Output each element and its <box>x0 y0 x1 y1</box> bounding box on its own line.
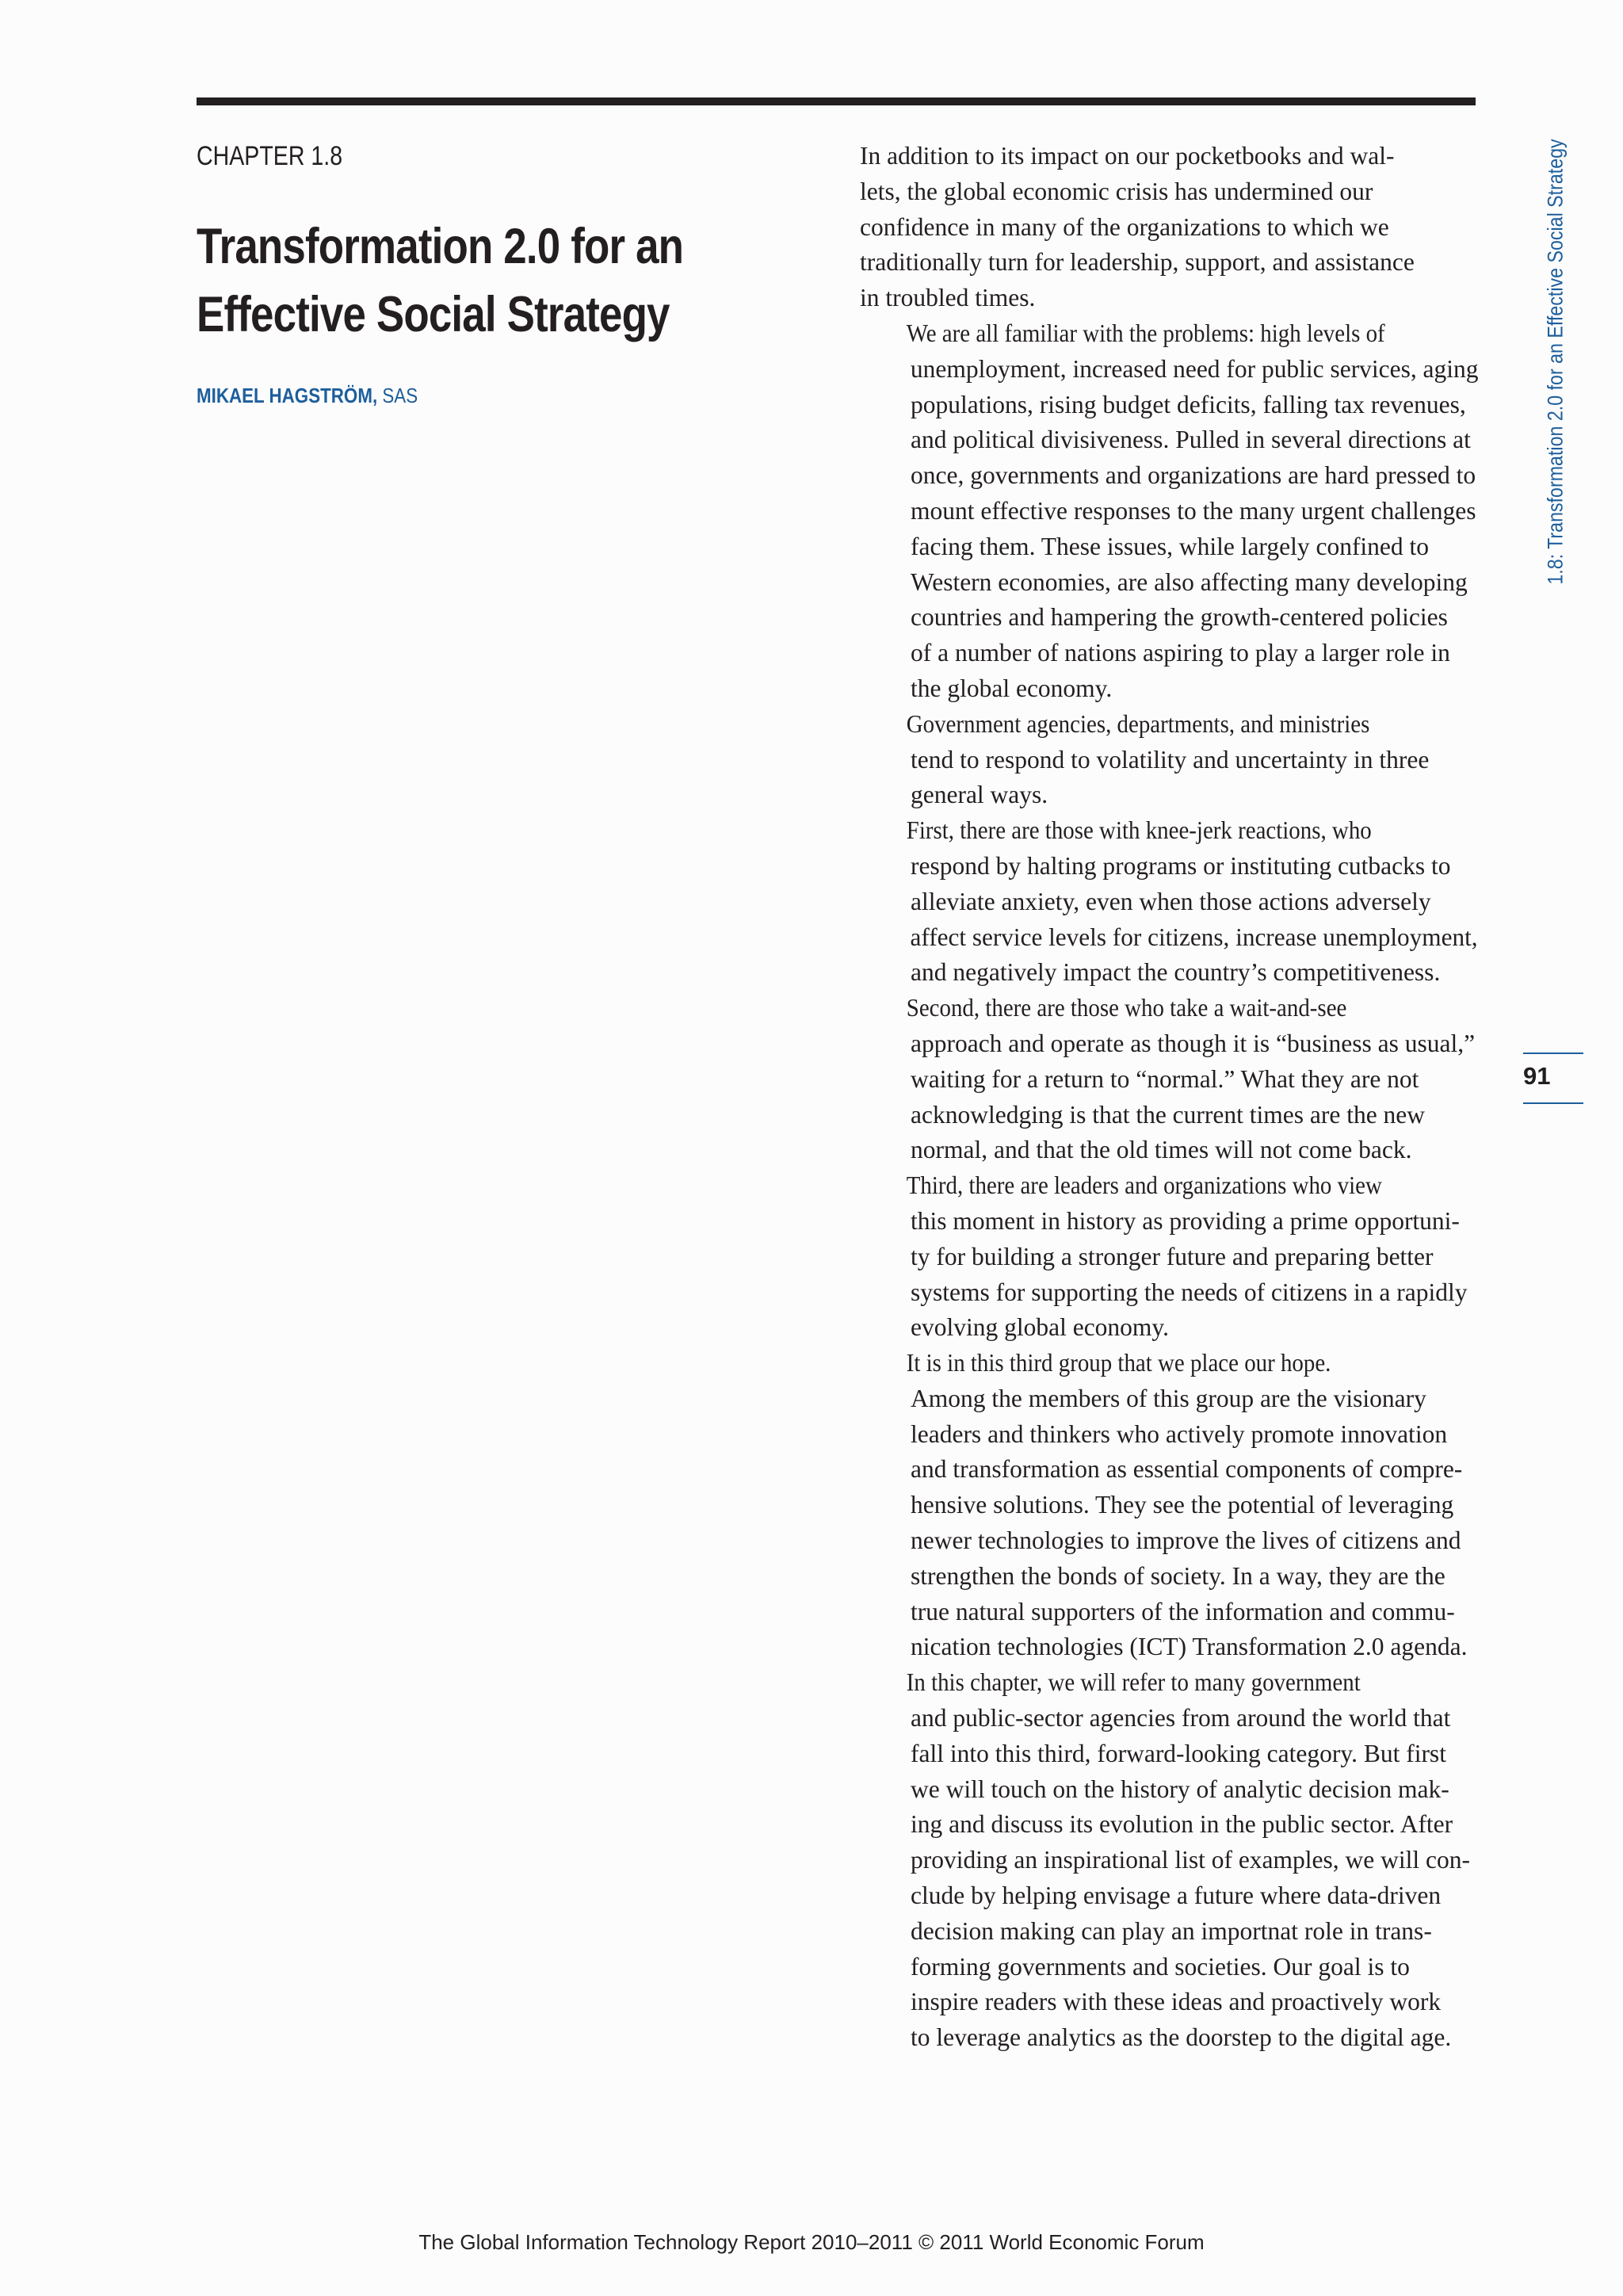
body-line: inspire readers with these ideas and proactively work <box>911 1988 1442 2016</box>
top-rule <box>197 97 1476 105</box>
body-line: newer technologies to improve the lives of citizens and <box>911 1526 1461 1555</box>
body-line: once, governments and organizations are hard pressed to <box>911 461 1476 490</box>
body-line: First, there are those with knee-jerk reactions, who <box>906 816 1372 845</box>
body-line: this moment in history as providing a prime opportuni- <box>911 1206 1460 1235</box>
body-line: We are all familiar with the problems: high levels of <box>906 319 1385 347</box>
body-line: of a number of nations aspiring to play a larger role in <box>911 639 1450 667</box>
byline <box>197 384 418 408</box>
body-line: Government agencies, departments, and ministries <box>906 709 1370 738</box>
chapter-title-line: Effective Social Strategy <box>197 287 670 342</box>
running-head <box>1520 96 1591 651</box>
body-line: the global economy. <box>911 674 1113 702</box>
body-line: mount effective responses to the many urgent challenges <box>911 496 1476 525</box>
body-line: true natural supporters of the information and commu- <box>911 1597 1455 1626</box>
page-number-rule-top <box>1523 1052 1583 1054</box>
body-line: tend to respond to volatility and uncertainty in three <box>911 745 1430 774</box>
body-line: countries and hampering the growth-centered policies <box>911 603 1448 632</box>
body-line: clude by helping envisage a future where data-driven <box>911 1881 1442 1910</box>
body-line: affect service levels for citizens, increase unemployment, <box>910 923 1478 951</box>
body-line: acknowledging is that the current times are the new <box>911 1100 1426 1129</box>
body-line: Second, there are those who take a wait-and-see <box>906 994 1347 1022</box>
body-paragraph <box>860 813 1478 991</box>
body-line: respond by halting programs or instituting cutbacks to <box>911 851 1451 880</box>
body-line: leaders and thinkers who actively promote innovation <box>911 1419 1448 1448</box>
body-paragraph <box>860 991 1478 1168</box>
body-line: forming governments and societies. Our goal is to <box>911 1952 1410 1981</box>
body-line: decision making can play an importnat role in trans- <box>911 1916 1432 1945</box>
author-name: MIKAEL HAGSTRÖM, <box>197 384 378 407</box>
chapter-label: CHAPTER 1.8 <box>197 141 343 171</box>
author-affiliation: SAS <box>377 384 418 407</box>
body-line: unemployment, increased need for public services, aging <box>910 354 1479 383</box>
body-line: In this chapter, we will refer to many government <box>906 1668 1361 1697</box>
body-paragraph <box>860 707 1478 813</box>
body-text <box>860 139 1478 2056</box>
page-number-rule-bottom <box>1523 1102 1583 1104</box>
body-line: we will touch on the history of analytic decision mak- <box>911 1775 1449 1803</box>
body-line: lets, the global economic crisis has undermined our <box>860 177 1373 205</box>
body-line: traditionally turn for leadership, support, and assistance <box>860 248 1415 277</box>
running-head-text: 1.8: Transformation 2.0 for an Effective Social Strategy <box>1543 139 1568 585</box>
body-line: Among the members of this group are the visionary <box>911 1384 1426 1412</box>
body-line: Western economies, are also affecting many developing <box>911 567 1468 596</box>
body-line: nication technologies (ICT) Transformation 2.0 agenda. <box>911 1633 1468 1661</box>
body-line: facing them. These issues, while largely confined to <box>911 532 1430 560</box>
body-paragraph <box>860 316 1478 707</box>
body-line: strengthen the bonds of society. In a way, they are the <box>911 1561 1445 1590</box>
body-line: ty for building a stronger future and preparing better <box>911 1242 1434 1270</box>
body-line: to leverage analytics as the doorstep to the digital age. <box>911 2023 1452 2052</box>
body-line: and public-sector agencies from around the world that <box>911 1704 1451 1733</box>
body-paragraph <box>860 139 1478 316</box>
body-line: In addition to its impact on our pocketbooks and wal- <box>860 142 1395 170</box>
body-line: alleviate anxiety, even when those actions adversely <box>911 887 1431 915</box>
body-line: and political divisiveness. Pulled in several directions at <box>911 426 1471 454</box>
page-number: 91 <box>1523 1062 1551 1090</box>
chapter-title <box>197 212 729 349</box>
body-line: and negatively impact the country’s competitiveness. <box>911 958 1441 987</box>
chapter-title-line: Transformation 2.0 for an <box>197 219 684 274</box>
body-line: confidence in many of the organizations to which we <box>860 212 1389 241</box>
body-line: hensive solutions. They see the potential of leveraging <box>911 1491 1454 1519</box>
page-footer: The Global Information Technology Report 2010–2011 © 2011 World Economic Forum <box>418 2230 1205 2254</box>
body-line: providing an inspirational list of examples, we will con- <box>911 1846 1470 1874</box>
body-line: and transformation as essential components of compre- <box>911 1455 1463 1484</box>
body-line: Third, there are leaders and organizations who view <box>906 1171 1382 1200</box>
body-line: systems for supporting the needs of citizens in a rapidly <box>911 1278 1468 1306</box>
body-line: normal, and that the old times will not come back. <box>911 1136 1412 1164</box>
body-paragraph <box>860 1346 1478 1665</box>
body-line: fall into this third, forward-looking category. But first <box>911 1739 1446 1767</box>
body-line: in troubled times. <box>860 284 1036 312</box>
body-line: populations, rising budget deficits, falling tax revenues, <box>911 390 1466 418</box>
body-line: It is in this third group that we place our hope. <box>906 1349 1331 1377</box>
body-paragraph <box>860 1665 1478 2056</box>
body-line: evolving global economy. <box>911 1313 1170 1342</box>
body-line: approach and operate as though it is “business as usual,” <box>911 1029 1476 1057</box>
body-line: waiting for a return to “normal.” What they are not <box>911 1064 1419 1093</box>
body-line: ing and discuss its evolution in the public sector. After <box>911 1810 1453 1839</box>
body-line: general ways. <box>911 781 1048 809</box>
body-paragraph <box>860 1168 1478 1346</box>
